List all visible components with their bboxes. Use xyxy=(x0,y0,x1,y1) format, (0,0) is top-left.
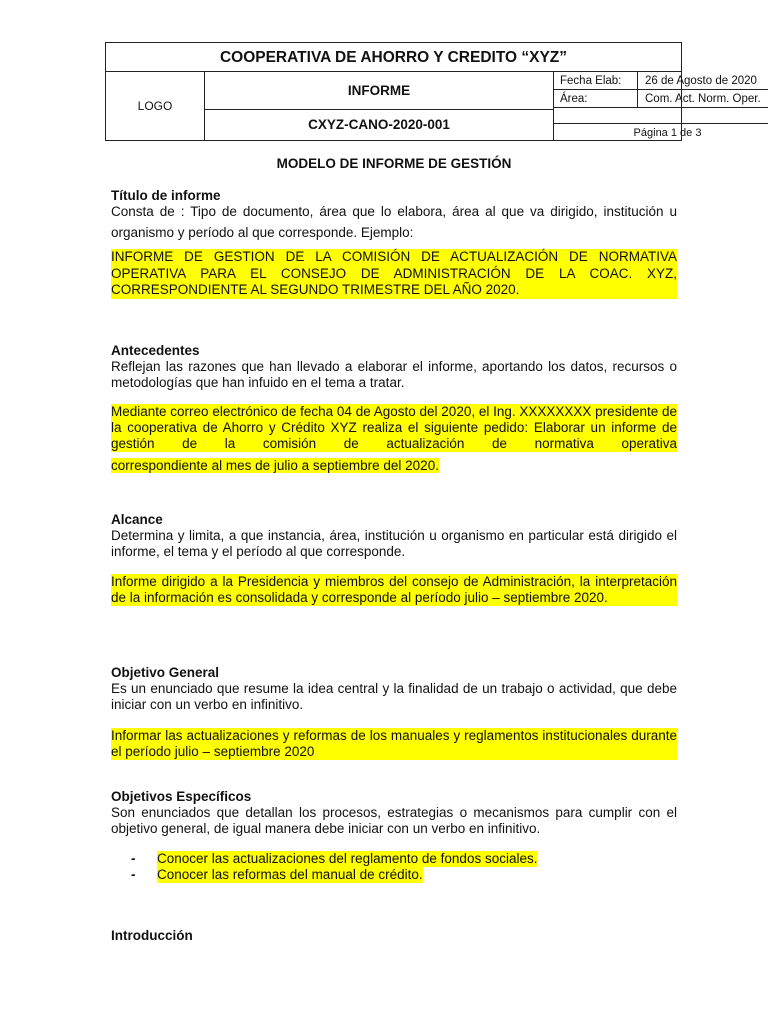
bullet-mark: - xyxy=(131,851,136,866)
section-text: Reflejan las razones que han llevado a elaborar el informe, aportando los datos, recursos o metodologías que han infuido en el tema a tratar. xyxy=(111,359,677,390)
section-heading: Antecedentes xyxy=(111,343,200,358)
bullet-mark: - xyxy=(131,867,136,882)
section-objetivo-general xyxy=(111,665,677,713)
highlighted-example: Informar las actualizaciones y reformas de los manuales y reglamentos institucionales durante el período julio – septiembre 2020 xyxy=(111,728,677,759)
section-introduccion xyxy=(111,928,677,944)
doc-type-label: INFORME xyxy=(205,72,554,110)
section-heading: Alcance xyxy=(111,512,163,527)
highlighted-example-last: correspondiente al mes de julio a septiembre del 2020. xyxy=(111,458,439,473)
area-value: Com. Act. Norm. Oper. xyxy=(638,90,768,108)
section-objetivos-especificos xyxy=(111,789,677,837)
header-table xyxy=(105,42,761,141)
section-text: Determina y limita, a que instancia, área, institución u organismo en particular está dirigido el informe, el tema y el período al que corresponde. xyxy=(111,528,677,559)
logo-placeholder: LOGO xyxy=(106,72,205,140)
list-item xyxy=(131,851,537,867)
blank-cell xyxy=(554,108,768,124)
section-heading: Objetivo General xyxy=(111,665,220,680)
section-titulo-example xyxy=(111,249,677,299)
fecha-value: 26 de Agosto de 2020 xyxy=(638,72,768,90)
highlighted-example: Mediante correo electrónico de fecha 04 de Agosto del 2020, el Ing. XXXXXXXX presidente de la cooperativa de Ahorro y Crédito XYZ realiza el siguiente pedido: Elaborar un informe de gestión de la comisión de actualización de normativa operativa xyxy=(111,404,677,451)
list-item-text: Conocer las reformas del manual de crédito. xyxy=(157,867,423,882)
fecha-label: Fecha Elab: xyxy=(554,72,638,90)
section-text: Son enunciados que detallan los procesos, estrategias o mecanismos para cumplir con el objetivo general, de igual manera debe iniciar con un verbo en infinitivo. xyxy=(111,805,677,836)
highlighted-example: Informe dirigido a la Presidencia y miembros del consejo de Administración, la interpretación de la información es consolidada y corresponde al período julio – septiembre 2020. xyxy=(111,574,677,605)
section-text: Consta de : Tipo de documento, área que lo elabora, área al que va dirigido, institución u organismo y período al que corresponde. Ejemplo: xyxy=(111,204,677,240)
section-heading: Introducción xyxy=(111,928,193,943)
section-alcance-example xyxy=(111,574,677,606)
section-alcance xyxy=(111,512,677,560)
page-number: Página 1 de 3 xyxy=(633,127,702,139)
section-objetivo-general-example xyxy=(111,728,677,760)
section-antecedentes xyxy=(111,343,677,391)
area-label: Área: xyxy=(554,90,638,108)
section-heading: Título de informe xyxy=(111,188,221,203)
section-text: Es un enunciado que resume la idea central y la finalidad de un trabajo o actividad, que debe iniciar con un verbo en infinitivo. xyxy=(111,681,677,712)
document-title: MODELO DE INFORME DE GESTIÓN xyxy=(276,156,512,171)
section-heading: Objetivos Específicos xyxy=(111,789,252,804)
list-item-text: Conocer las actualizaciones del reglamento de fondos sociales. xyxy=(157,851,538,866)
org-title: COOPERATIVA DE AHORRO Y CREDITO “XYZ” xyxy=(106,43,681,72)
objetivos-list xyxy=(131,851,537,883)
list-item xyxy=(131,867,537,883)
section-titulo xyxy=(111,188,677,243)
section-antecedentes-example xyxy=(111,404,677,474)
doc-code: CXYZ-CANO-2020-001 xyxy=(205,110,554,140)
highlighted-example: INFORME DE GESTION DE LA COMISIÓN DE ACTUALIZACIÓN DE NORMATIVA OPERATIVA PARA EL CONSEJO DE ADMINISTRACIÓN DE LA COAC. XYZ, CORRESPONDIENTE AL SEGUNDO TRIMESTRE DEL AÑO 2020. xyxy=(111,249,677,297)
